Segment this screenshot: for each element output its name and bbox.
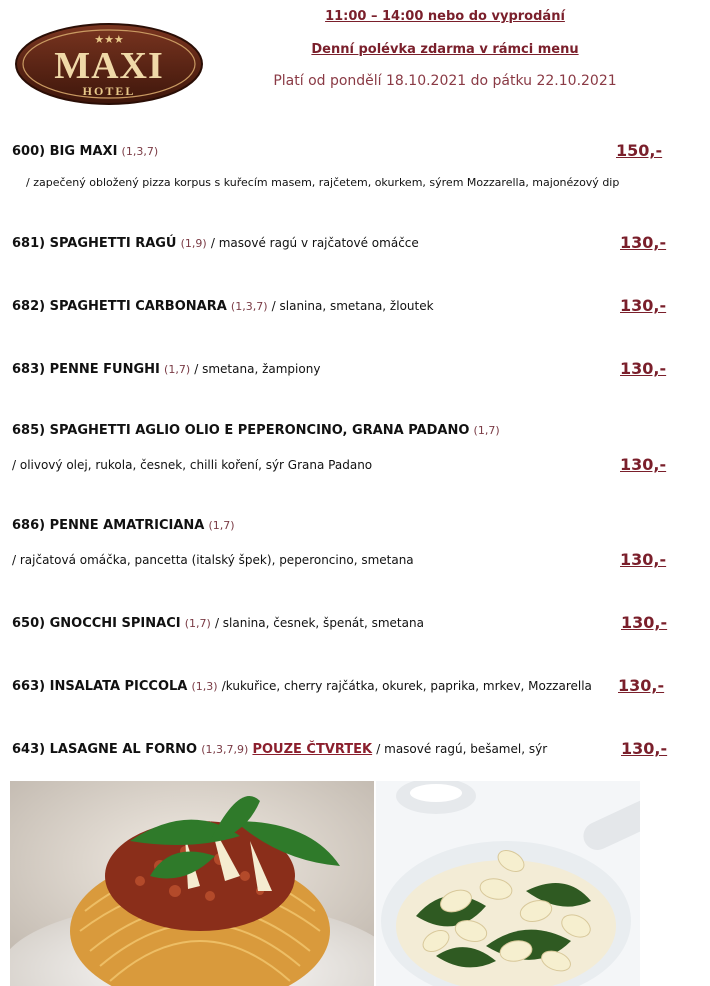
item-description: / smetana, žampiony (194, 362, 321, 376)
item-name: 683) PENNE FUNGHI (12, 362, 160, 377)
menu-item-686 (12, 518, 235, 533)
logo-stars: ★★★ (94, 33, 124, 46)
validity-dates: Platí od pondělí 18.10.2021 do pátku 22.10.2021 (273, 73, 617, 89)
item-description: / olivový olej, rukola, česnek, chilli koření, sýr Grana Padano (12, 458, 373, 472)
item-description-row (12, 458, 372, 473)
item-description: / masové ragú v rajčatové omáčce (210, 236, 419, 250)
thursday-only-note: POUZE ČTVRTEK (252, 742, 373, 757)
spaghetti-ragu-photo (10, 781, 374, 986)
item-price: 130,- (620, 455, 667, 474)
menu-item-663 (12, 679, 592, 694)
item-allergens: (1,3,7) (230, 300, 268, 313)
logo-brand: MAXI (54, 45, 164, 87)
item-name: 681) SPAGHETTI RAGÚ (12, 236, 177, 251)
item-allergens: (1,3,7,9) (201, 743, 249, 756)
item-price: 130,- (621, 613, 668, 632)
opening-hours: 11:00 – 14:00 nebo do vyprodání (325, 9, 565, 24)
gnocchi-spinaci-photo (376, 781, 640, 986)
item-name: 685) SPAGHETTI AGLIO OLIO E PEPERONCINO, GRANA PADANO (12, 423, 470, 438)
menu-item-600 (12, 144, 158, 159)
item-name: 663) INSALATA PICCOLA (12, 679, 188, 694)
item-price: 130,- (620, 233, 667, 252)
item-price: 130,- (620, 550, 667, 569)
free-soup-note: Denní polévka zdarma v rámci menu (311, 42, 579, 57)
menu-item-681 (12, 236, 419, 251)
item-price: 150,- (616, 141, 663, 160)
menu-item-643 (12, 742, 547, 757)
item-allergens: (1,7) (184, 617, 211, 630)
item-description-row (12, 553, 414, 568)
item-price: 130,- (620, 296, 667, 315)
item-description: / slanina, smetana, žloutek (271, 299, 434, 313)
item-price: 130,- (621, 739, 668, 758)
menu-item-650 (12, 616, 424, 631)
item-allergens: (1,7) (164, 363, 191, 376)
item-name: 650) GNOCCHI SPINACI (12, 616, 181, 631)
maxi-hotel-logo (14, 22, 204, 106)
item-name: 643) LASAGNE AL FORNO (12, 742, 198, 757)
item-name: 600) BIG MAXI (12, 144, 118, 159)
item-allergens: (1,3) (191, 680, 218, 693)
item-description: / masové ragú, bešamel, sýr (376, 742, 548, 756)
menu-item-682 (12, 299, 434, 314)
item-description: /kukuřice, cherry rajčátka, okurek, paprika, mrkev, Mozzarella (221, 679, 592, 693)
item-name: 686) PENNE AMATRICIANA (12, 518, 205, 533)
item-name: 682) SPAGHETTI CARBONARA (12, 299, 227, 314)
item-description-text: / zapečený obložený pizza korpus s kuřecím masem, rajčetem, okurkem, sýrem Mozzarella, majonézový dip (26, 176, 620, 189)
menu-item-685 (12, 423, 500, 438)
menu-item-683 (12, 362, 320, 377)
item-allergens: (1,7) (208, 519, 235, 532)
item-description: / slanina, česnek, špenát, smetana (214, 616, 424, 630)
item-description (26, 175, 619, 190)
item-price: 130,- (620, 359, 667, 378)
item-price: 130,- (618, 676, 665, 695)
item-allergens: (1,9) (180, 237, 207, 250)
item-allergens: (1,7) (473, 424, 500, 437)
item-description: / rajčatová omáčka, pancetta (italský špek), peperoncino, smetana (12, 553, 414, 567)
item-allergens: (1,3,7) (121, 145, 159, 158)
logo-sub: HOTEL (82, 84, 136, 98)
